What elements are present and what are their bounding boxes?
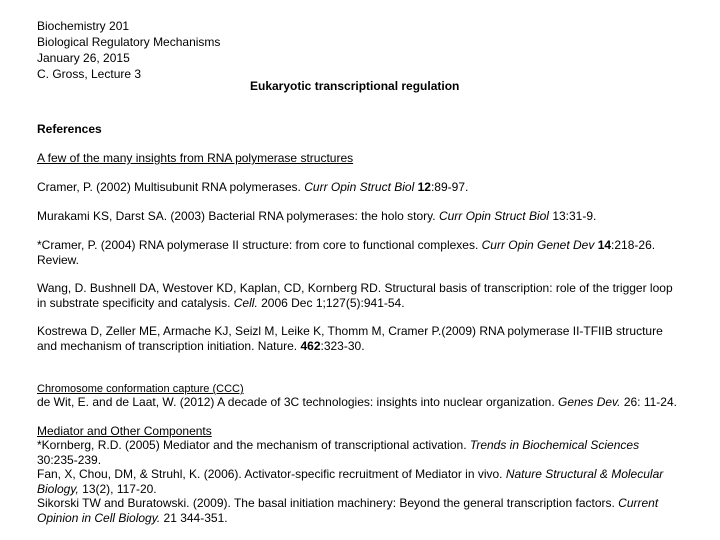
- reference-line: [37, 511, 228, 526]
- reference-line: [37, 238, 655, 253]
- reference-text: 13(2), 117-20.: [78, 481, 157, 496]
- reference-text: 12: [417, 180, 431, 194]
- reference-text: 13:31-9.: [552, 209, 597, 223]
- reference-text: 2006 Dec 1;127(5):941-54.: [257, 295, 405, 310]
- reference-text: Cell.: [233, 295, 258, 310]
- reference-line: [37, 324, 663, 339]
- reference-text: Cramer, P. (2002) Multisubunit RNA polymerases.: [37, 180, 305, 194]
- reference-line: [37, 482, 157, 497]
- reference-text: Curr Opin Genet Dev: [481, 238, 598, 252]
- reference-line: [37, 453, 101, 468]
- reference-line: [37, 209, 596, 224]
- reference-text: Genes Dev.: [558, 395, 621, 409]
- reference-text: 14: [597, 238, 612, 252]
- reference-text: Trends in Biochemical Sciences: [469, 438, 640, 452]
- reference-text: in substrate specificity and catalysis.: [37, 295, 234, 310]
- reference-line: [37, 180, 468, 195]
- reference-text: Opinion in Cell Biology.: [37, 510, 161, 525]
- reference-line: [37, 395, 677, 410]
- reference-text: 30:235-239.: [37, 452, 102, 467]
- reference-text: Biology,: [37, 481, 79, 496]
- reference-text: Chromosome conformation capture (CCC): [37, 383, 244, 395]
- reference-text: Fan, X, Chou, DM, & Struhl, K. (2006). Activator-specific recruitment of Mediator in vivo.: [37, 467, 506, 481]
- reference-text: Review.: [37, 252, 80, 267]
- reference-text: :218-26.: [611, 238, 656, 252]
- reference-line: [37, 438, 639, 453]
- lecture-date: January 26, 2015: [37, 51, 130, 65]
- reference-line: [37, 339, 365, 354]
- reference-text: Curr Opin Struct Biol: [438, 209, 553, 223]
- reference-text: Sikorski TW and Buratowski. (2009). The basal initiation machinery: Beyond the general transcription factors.: [37, 496, 619, 510]
- reference-text: Kostrewa D, Zeller ME, Armache KJ, Seizl M, Leike K, Thomm M, Cramer P.(2009) RNA polymerase II-TFIIB structure: [37, 324, 663, 338]
- reference-text: *Kornberg, R.D. (2005) Mediator and the mechanism of transcriptional activation.: [37, 438, 470, 452]
- reference-text: Wang, D. Bushnell DA, Westover KD, Kaplan, CD, Kornberg RD. Structural basis of transcription: role of the trigger loop: [37, 281, 673, 295]
- reference-text: and mechanism of transcription initiation. Nature.: [37, 338, 301, 353]
- lecturer: C. Gross, Lecture 3: [37, 67, 142, 81]
- reference-text: Mediator and Other Components: [37, 424, 212, 438]
- reference-text: 21 344-351.: [160, 510, 228, 525]
- reference-line: [37, 151, 353, 166]
- course-name: Biochemistry 201: [37, 19, 130, 33]
- reference-text: 26: 11-24.: [620, 395, 677, 409]
- page-title: Eukaryotic transcriptional regulation: [250, 79, 460, 93]
- reference-text: Nature Structural & Molecular: [505, 467, 664, 481]
- reference-line: [37, 467, 663, 482]
- reference-text: Current: [618, 496, 659, 510]
- reference-line: [37, 281, 673, 296]
- reference-line: [37, 253, 79, 268]
- course-subtitle: Biological Regulatory Mechanisms: [37, 35, 221, 49]
- reference-text: Curr Opin Struct Biol: [304, 180, 418, 194]
- references-heading: References: [37, 122, 102, 136]
- reference-text: de Wit, E. and de Laat, W. (2012) A decade of 3C technologies: insights into nuclear organization.: [37, 395, 558, 409]
- reference-text: :323-30.: [320, 338, 365, 353]
- reference-text: 462: [300, 338, 321, 353]
- reference-line: [37, 496, 658, 511]
- reference-text: A few of the many insights from RNA polymerase structures: [37, 151, 354, 165]
- reference-text: :89-97.: [430, 180, 469, 194]
- reference-line: [37, 424, 212, 439]
- reference-text: *Cramer, P. (2004) RNA polymerase II structure: from core to functional complexes.: [37, 238, 482, 252]
- reference-line: [37, 296, 405, 311]
- reference-text: Murakami KS, Darst SA. (2003) Bacterial RNA polymerases: the holo story.: [37, 209, 439, 223]
